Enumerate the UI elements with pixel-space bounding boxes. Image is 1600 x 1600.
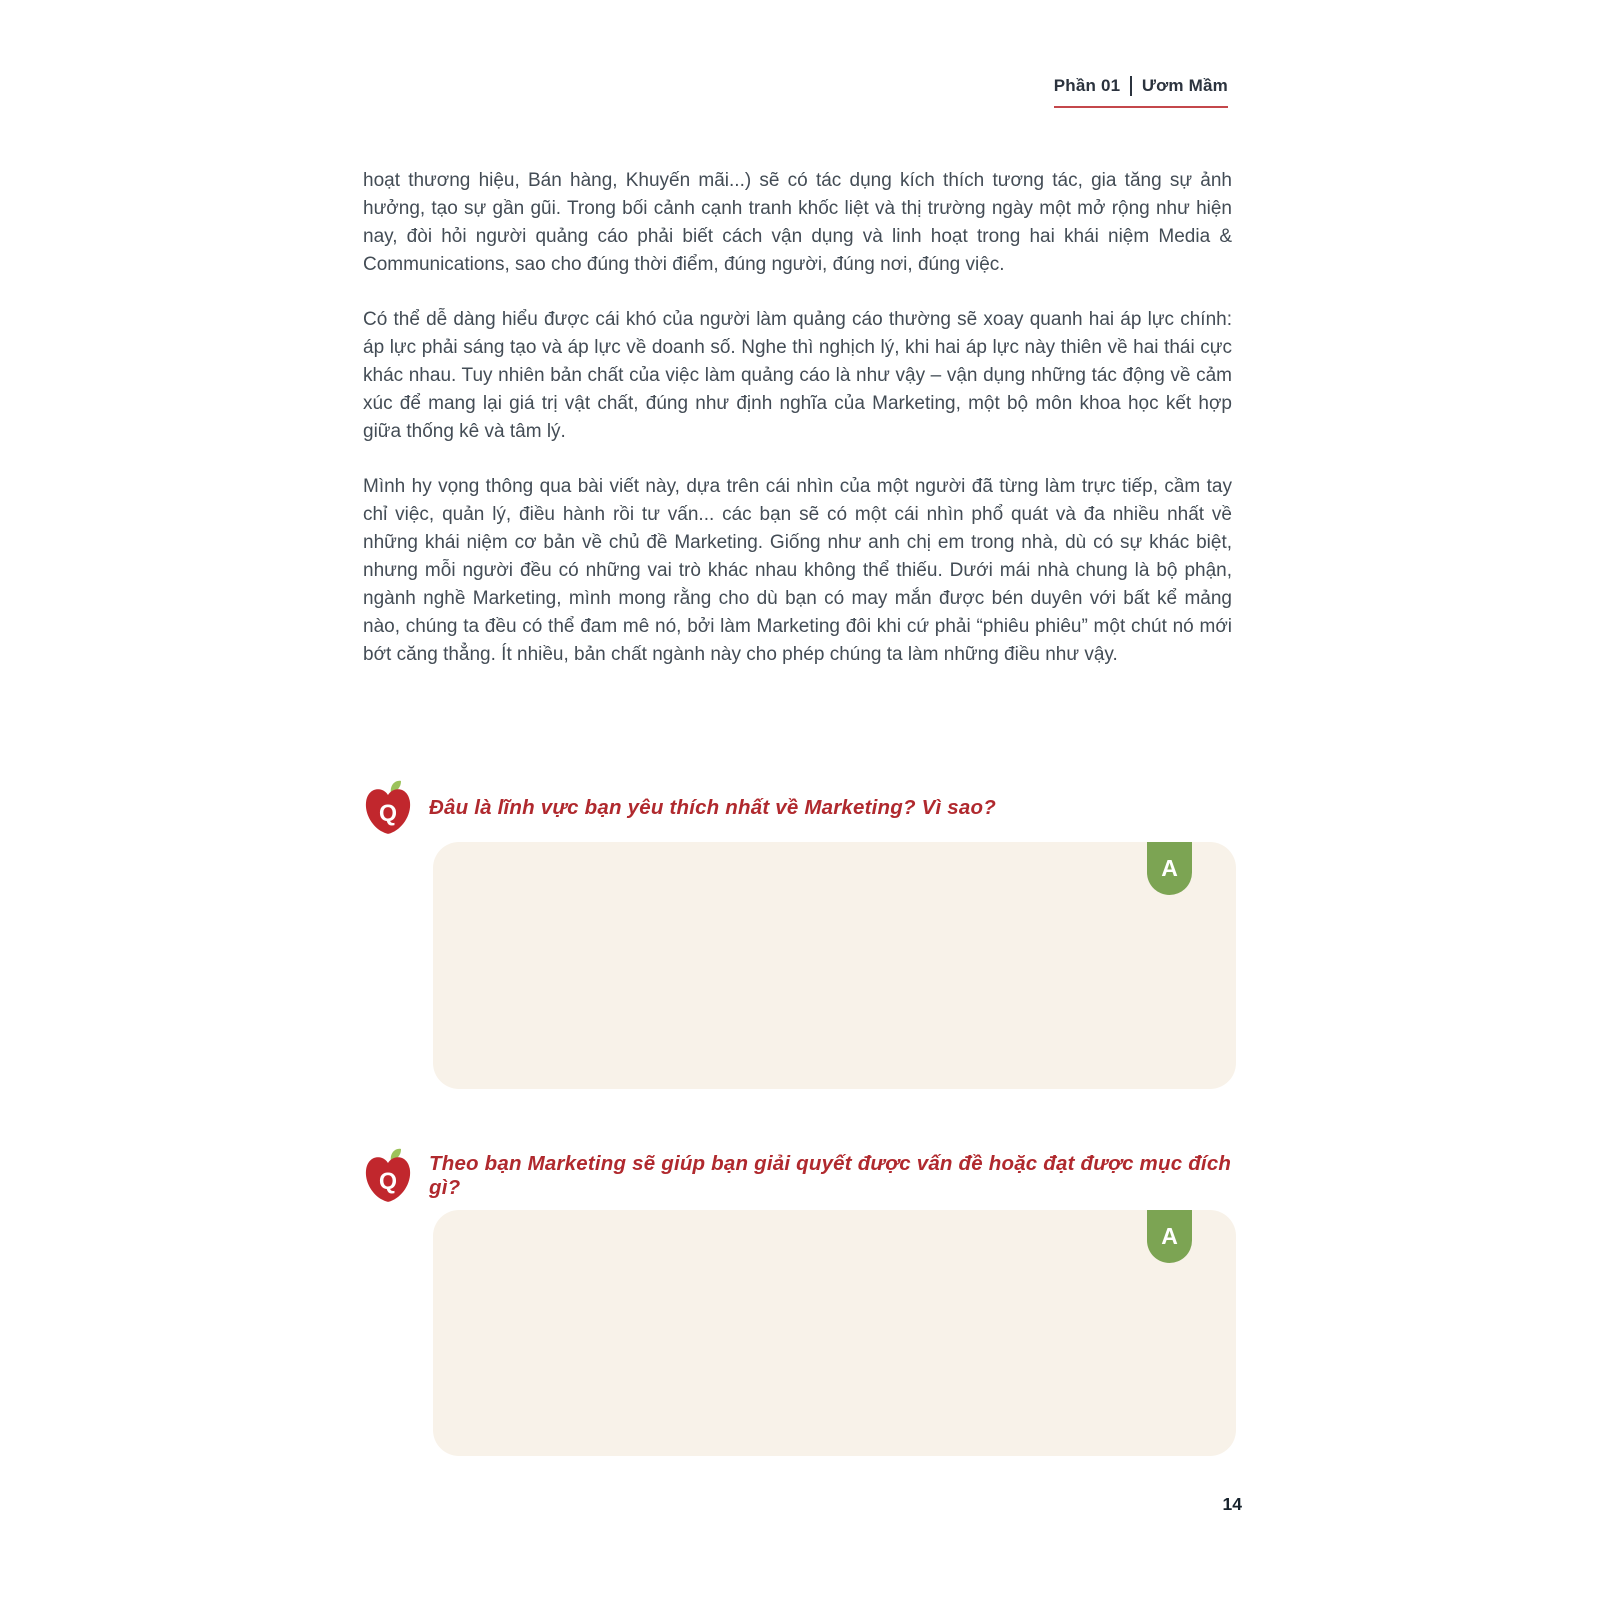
qa-block-2 (363, 1148, 1236, 1456)
header-section-label: Ươm Mầm (1141, 76, 1228, 95)
header-part-label: Phần 01 (1053, 76, 1121, 95)
page-header (1054, 76, 1228, 108)
body-text (363, 167, 1232, 669)
apple-q-icon (363, 1148, 413, 1204)
question-text: Theo bạn Marketing sẽ giúp bạn giải quyết được vấn đề hoặc đạt được mục đích gì? (429, 1152, 1232, 1199)
page-number: 14 (1222, 1494, 1242, 1514)
a-letter: A (1161, 855, 1178, 881)
paragraph: Có thể dễ dàng hiểu được cái khó của người làm quảng cáo thường sẽ xoay quanh hai áp lực chính: áp lực phải sáng tạo và áp lực về doanh số. Nghe thì nghịch lý, khi hai áp lực này thiên về hai thái cực khác nhau. Tuy nhiên bản chất của việc làm quảng cáo là như vậy – vận dụng những tác động về cảm xúc để mang lại giá trị vật chất, đúng như định nghĩa của Marketing, một bộ môn khoa học kết hợp giữa thống kê và tâm lý. (363, 309, 1232, 442)
question-row (363, 780, 1236, 836)
question-text: Đâu là lĩnh vực bạn yêu thích nhất về Marketing? Vì sao? (429, 796, 996, 819)
q-letter: Q (379, 1167, 397, 1194)
a-letter: A (1161, 1223, 1178, 1249)
answer-badge (1147, 842, 1192, 895)
paragraph: hoạt thương hiệu, Bán hàng, Khuyến mãi...) sẽ có tác dụng kích thích tương tác, gia tăng sự ảnh hưởng, tạo sự gần gũi. Trong bối cảnh cạnh tranh khốc liệt và thị trường ngày một mở rộng như hiện nay, đòi hỏi người quảng cáo phải biết cách vận dụng và linh hoạt trong hai khái niệm Media & Communications, sao cho đúng thời điểm, đúng người, đúng nơi, đúng việc. (363, 170, 1232, 275)
answer-box (433, 1210, 1236, 1456)
paragraph: Mình hy vọng thông qua bài viết này, dựa trên cái nhìn của một người đã từng làm trực tiếp, cầm tay chỉ việc, quản lý, điều hành rồi tư vấn... các bạn sẽ có một cái nhìn phổ quát và đa nhiều nhất về những khái niệm cơ bản về chủ đề Marketing. Giống như anh chị em trong nhà, dù có sự khác biệt, nhưng mỗi người đều có những vai trò khác nhau không thể thiếu. Dưới mái nhà chung là bộ phận, ngành nghề Marketing, mình mong rằng cho dù bạn có may mắn được bén duyên với bất kể mảng nào, chúng ta đều có thể đam mê nó, bởi làm Marketing đôi khi cứ phải “phiêu phiêu” một chút nó mới bớt căng thẳng. Ít nhiều, bản chất ngành này cho phép chúng ta làm những điều như vậy. (363, 476, 1232, 665)
apple-q-icon (363, 780, 413, 836)
header-separator (1130, 76, 1132, 96)
q-letter: Q (379, 799, 397, 826)
question-row (363, 1148, 1236, 1204)
answer-box (433, 842, 1236, 1089)
header-rule (1054, 76, 1228, 108)
answer-badge (1147, 1210, 1192, 1263)
qa-block-1 (363, 780, 1236, 1089)
